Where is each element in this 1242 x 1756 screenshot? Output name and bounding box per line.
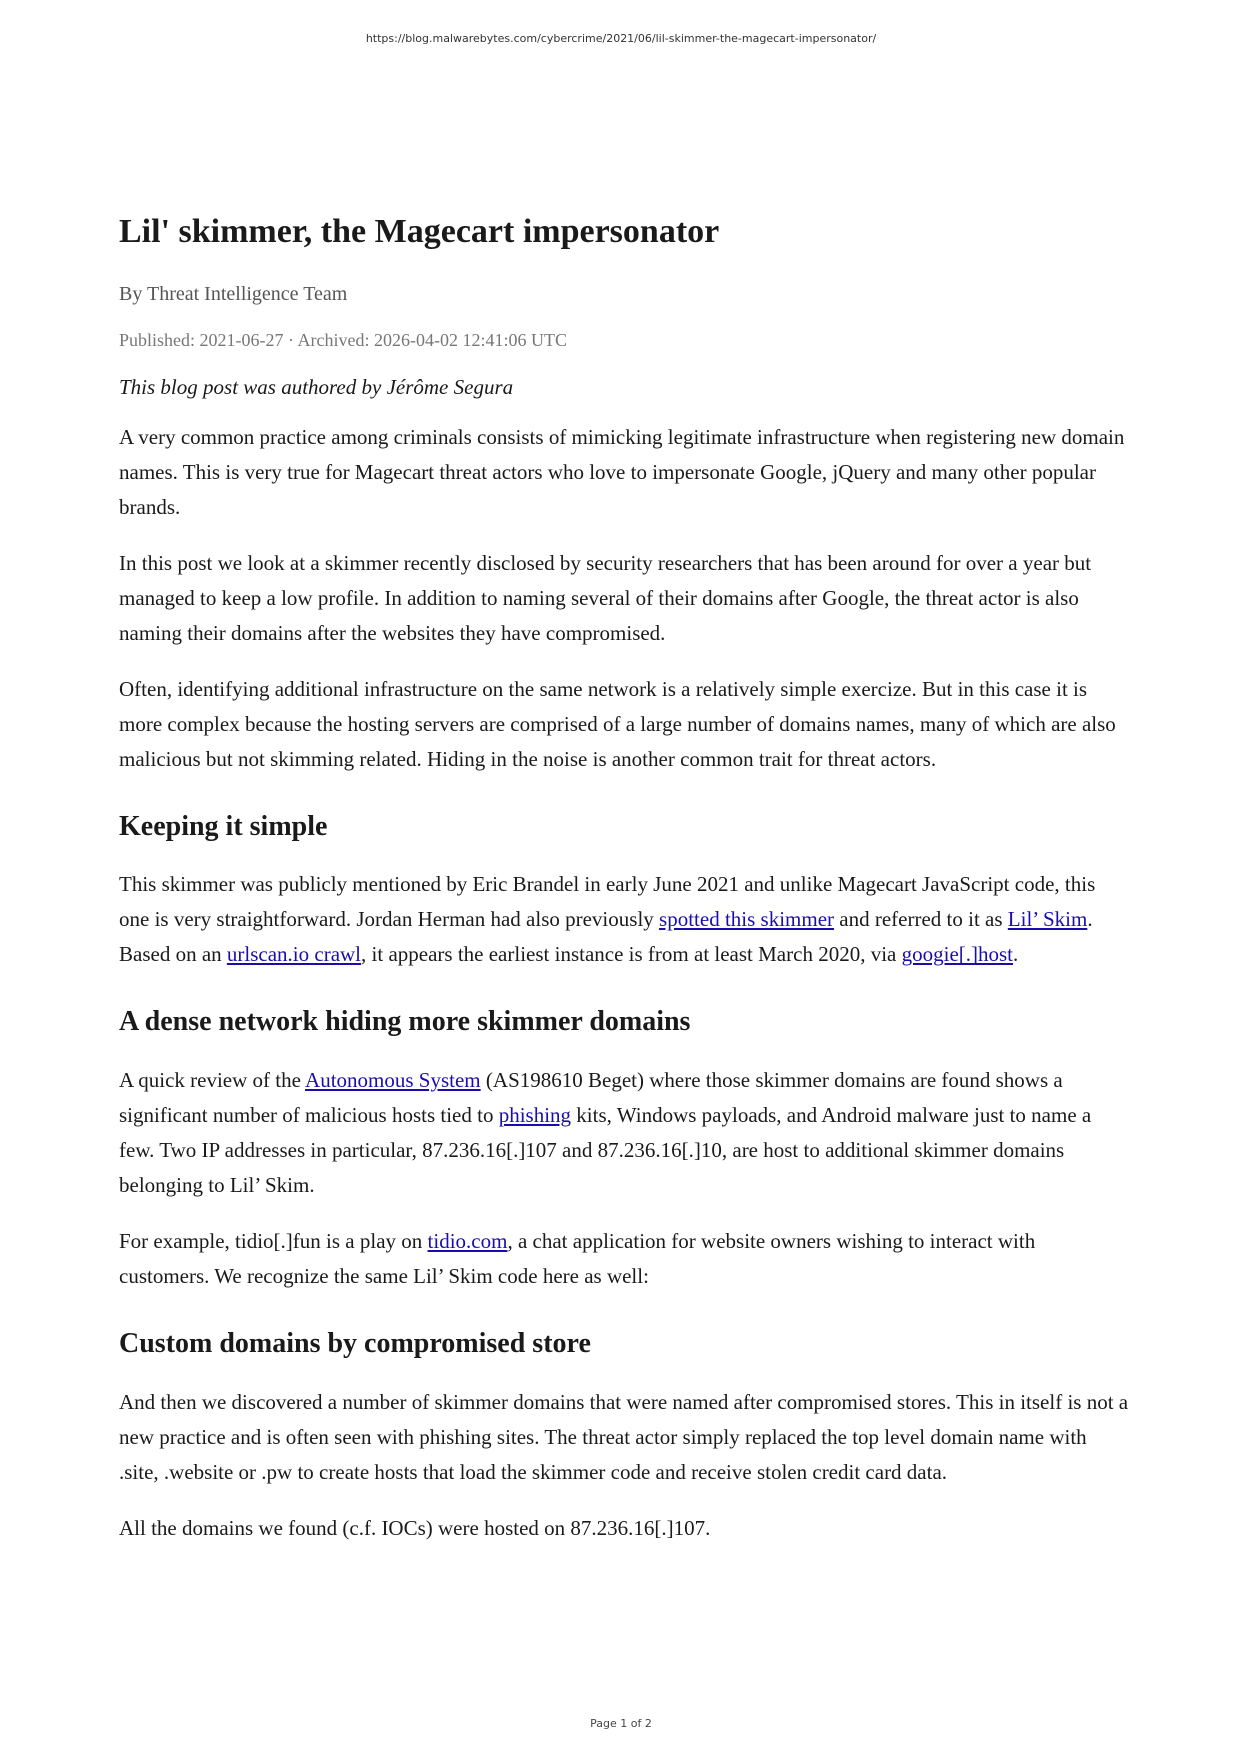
section2-paragraph-1 [119,1063,1129,1203]
publish-meta: Published: 2021-06-27 · Archived: 2026-04-02 12:41:06 UTC [119,329,567,350]
text: . Based on an [119,907,1093,967]
author-note: This blog post was authored by Jérôme Segura [119,374,514,399]
lil-skim-link[interactable]: Lil’ Skim [1007,907,1088,932]
spotted-this-skimmer-link[interactable]: spotted this skimmer [659,907,835,932]
urlscan-crawl-link[interactable]: urlscan.io crawl [226,942,362,967]
intro-paragraph-2: In this post we look at a skimmer recently disclosed by security researchers that has been around for over a year but managed to keep a low profile. In addition to naming several of their domains after Google, the threat actor is also naming their domains after the websites they have compromised. [119,550,1092,645]
section3-paragraph-1: And then we discovered a number of skimmer domains that were named after compromised stores. This in itself is not a new practice and is often seen with phishing sites. The threat actor simply replaced the top level domain name with .site, .website or .pw to create hosts that load the skimmer code and receive stolen credit card data. [119,1389,1129,1484]
autonomous-system-link[interactable]: Autonomous System [305,1067,481,1092]
section1-paragraph [119,867,1129,972]
tidio-link[interactable]: tidio.com [427,1228,508,1253]
section-heading-dense-network: A dense network hiding more skimmer domains [119,1006,691,1038]
page-number: Page 1 of 2 [590,1717,652,1730]
phishing-link[interactable]: phishing [498,1102,572,1127]
text: (AS198610 Beget) where those skimmer domains are found shows a significant number of malicious hosts tied to [119,1067,1063,1127]
section2-paragraph-2 [119,1224,1129,1294]
source-url: https://blog.malwarebytes.com/cybercrime/2021/06/lil-skimmer-the-magecart-impersonator/ [365,32,877,45]
section-heading-keeping-it-simple: Keeping it simple [119,810,328,842]
intro-paragraph-1: A very common practice among criminals consists of mimicking legitimate infrastructure when registering new domain names. This is very true for Magecart threat actors who love to impersonate Google, jQuery and many other popular brands. [119,424,1125,519]
text: For example, tidio[.]fun is a play on [119,1228,428,1253]
byline: By Threat Intelligence Team [119,282,348,305]
article [119,212,1129,1567]
text: kits, Windows payloads, and Android malware just to name a few. Two IP addresses in particular, 87.236.16[.]107 and 87.236.16[.]10, are host to additional skimmer domains belonging to Lil’ Skim. [119,1102,1092,1197]
googie-host-link[interactable]: googie[.]host [901,942,1014,967]
intro-paragraph-3: Often, identifying additional infrastructure on the same network is a relatively simple exercize. But in this case it is more complex because the hosting servers are comprised of a large number of domains names, many of which are also malicious but not skimming related. Hiding in the noise is another common trait for threat actors. [119,676,1116,771]
section3-paragraph-2: All the domains we found (c.f. IOCs) were hosted on 87.236.16[.]107. [119,1515,711,1540]
text: A quick review of the [119,1067,306,1092]
text: , a chat application for website owners wishing to interact with customers. We recognize the same Lil’ Skim code here as well: [119,1228,1036,1288]
article-title: Lil' skimmer, the Magecart impersonator [119,213,720,250]
text: . [1013,942,1019,967]
text: and referred to it as [834,907,1008,932]
section-heading-custom-domains: Custom domains by compromised store [119,1327,591,1359]
text: This skimmer was publicly mentioned by Eric Brandel in early June 2021 and unlike Magecart JavaScript code, this one is very straightforward. Jordan Herman had also previously [119,872,1096,932]
text: , it appears the earliest instance is from at least March 2020, via [361,942,902,967]
